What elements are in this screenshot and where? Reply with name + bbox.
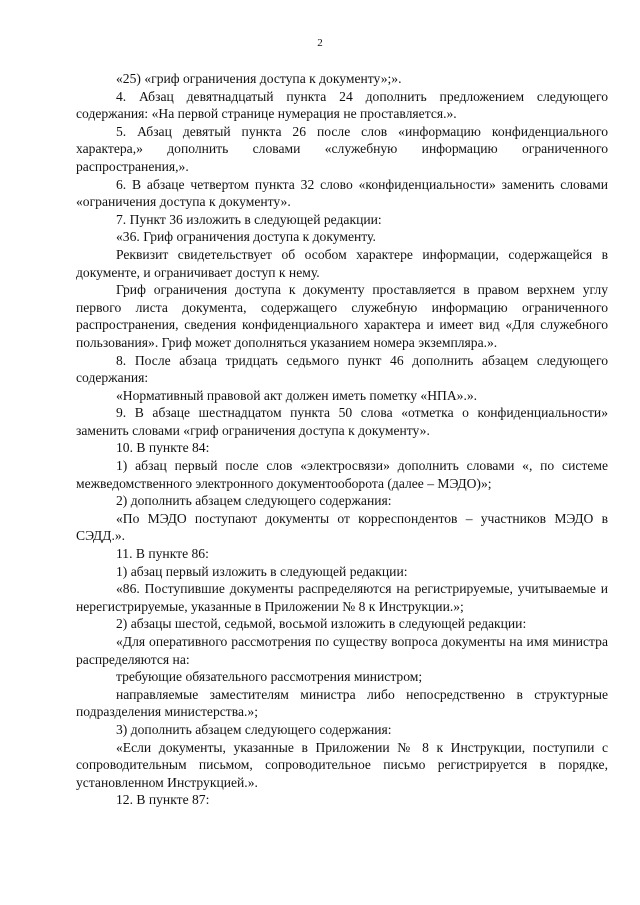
- paragraph: 3) дополнить абзацем следующего содержания:: [116, 721, 392, 737]
- paragraph: 9. В абзаце шестнадцатом пункта 50 слова «отметка о конфиденциальности» заменить словами «гриф ограничения доступа к документу».: [76, 405, 608, 438]
- paragraph: «По МЭДО поступают документы от корреспондентов – участников МЭДО в СЭДД.».: [76, 510, 608, 544]
- paragraph: 8. После абзаца тридцать седьмого пункт 46 дополнить абзацем следующего содержания:: [76, 352, 608, 386]
- document-body: [76, 70, 608, 809]
- paragraph: 7. Пункт 36 изложить в следующей редакции:: [116, 211, 382, 227]
- paragraph: 4. Абзац девятнадцатый пункта 24 дополнить предложением следующего содержания: «На первой странице нумерация не проставляется.».: [76, 88, 608, 122]
- paragraph: «Нормативный правовой акт должен иметь пометку «НПА».».: [116, 387, 478, 403]
- paragraph: 10. В пункте 84:: [116, 440, 210, 456]
- paragraph: «Если документы, указанные в Приложении № 8 к Инструкции, поступили с сопроводительным письмом, сопроводительное письмо регистрируется в порядке, установленном Инструкцией.».: [76, 739, 608, 790]
- page-number: 2: [317, 37, 323, 49]
- paragraph: направляемые заместителям министра либо непосредственно в структурные подразделения министерства.»;: [76, 686, 608, 720]
- paragraph: 2) дополнить абзацем следующего содержания:: [116, 493, 392, 509]
- paragraph: 12. В пункте 87:: [116, 792, 210, 808]
- paragraph: «36. Гриф ограничения доступа к документу.: [116, 229, 376, 245]
- paragraph: «25) «гриф ограничения доступа к документу»;».: [116, 71, 402, 86]
- paragraph: 6. В абзаце четвертом пункта 32 слово «конфиденциальности» заменить словами «ограничения доступа к документу».: [76, 176, 608, 210]
- paragraph: требующие обязательного рассмотрения министром;: [116, 669, 423, 685]
- paragraph: 1) абзац первый изложить в следующей редакции:: [116, 563, 408, 579]
- paragraph: 11. В пункте 86:: [116, 546, 209, 562]
- paragraph: «86. Поступившие документы распределяются на регистрируемые, учитываемые и нерегистрируемые, указанные в Приложении № 8 к Инструкции.»;: [76, 581, 608, 614]
- paragraph: 2) абзацы шестой, седьмой, восьмой изложить в следующей редакции:: [116, 616, 527, 632]
- paragraph: 1) абзац первый после слов «электросвязи» дополнить словами «, по системе межведомственного электронного документооборота (далее – МЭДО)»;: [76, 458, 608, 491]
- paragraph: Реквизит свидетельствует об особом характере информации, содержащейся в документе, и ограничивает доступ к нему.: [76, 246, 608, 280]
- paragraph: 5. Абзац девятый пункта 26 после слов «информацию конфиденциального характера,» дополнить словами «служебную информацию ограниченного распространения,».: [76, 123, 608, 174]
- paragraph: «Для оперативного рассмотрения по существу вопроса документы на имя министра распределяются на:: [76, 634, 608, 667]
- paragraph: Гриф ограничения доступа к документу проставляется в правом верхнем углу первого листа документа, содержащего служебную информацию ограниченного распространения, сведения конфиденциального характера и имеет вид «Для служебного пользования». Гриф может дополняться указанием номера экземпляра.».: [76, 282, 608, 350]
